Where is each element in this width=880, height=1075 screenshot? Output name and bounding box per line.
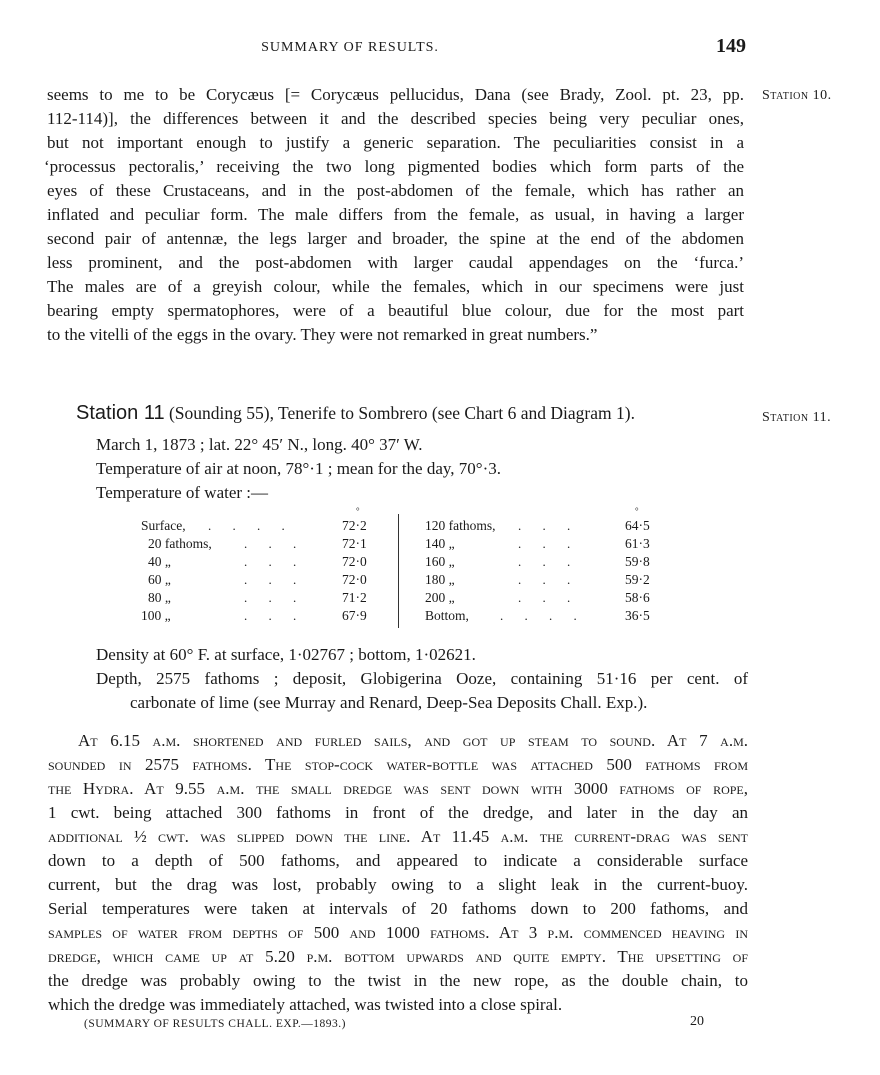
station-details: (Sounding 55), Tenerife to Sombrero (see Chart 6 and Diagram 1). bbox=[168, 403, 635, 423]
paragraph-line: to the vitelli of the eggs in the ovary. They were not remarked in great numbers.” bbox=[47, 325, 598, 344]
density-line: Density at 60° F. at surface, 1·02767 ; bottom, 1·02621. bbox=[96, 645, 476, 664]
paragraph-line: but not important enough to justify a generic separation. The peculiarities consist in a bbox=[47, 133, 744, 152]
paragraph-line: samples of water from depths of 500 and 1000 fathoms. At 3 p.m. commenced heaving in bbox=[48, 923, 748, 942]
paragraph-line: dredge, which came up at 5.20 p.m. bottom upwards and quite empty. The upsetting of bbox=[48, 947, 748, 966]
page-number: 149 bbox=[716, 35, 746, 57]
table-cell-depth: 100 „ bbox=[141, 608, 171, 623]
table-cell-temp: 72·0 bbox=[342, 554, 367, 569]
paragraph-line: less prominent, and the post-abdomen with larger caudal appendages on the ‘furca.’ bbox=[47, 253, 744, 272]
signature-mark: 20 bbox=[690, 1014, 704, 1029]
table-cell-temp: 72·1 bbox=[342, 536, 367, 551]
table-cell-temp: 36·5 bbox=[625, 608, 650, 623]
table-cell-depth: Bottom, bbox=[425, 608, 469, 623]
paragraph-line: 1 cwt. being attached 300 fathoms in front of the dredge, and later in the day an bbox=[48, 803, 748, 822]
table-cell-depth: 80 „ bbox=[148, 590, 171, 605]
table-cell-leader: . . . bbox=[518, 572, 580, 587]
paragraph-line: which the dredge was immediately attached, was twisted into a close spiral. bbox=[48, 995, 563, 1014]
paragraph-line: sounded in 2575 fathoms. The stop-cock water-bottle was attached 500 fathoms from bbox=[48, 755, 748, 774]
table-cell-leader: . . . bbox=[244, 536, 306, 551]
table-cell-temp: 64·5 bbox=[625, 518, 650, 533]
degree-mark-left: ° bbox=[356, 506, 360, 516]
paragraph-line: the Hydra. At 9.55 a.m. the small dredge was sent down with 3000 fathoms of rope, bbox=[48, 779, 748, 798]
paragraph-line: eyes of these Crustaceans, and in the post-abdomen of the female, which has rather an bbox=[47, 181, 744, 200]
table-cell-leader: . . . bbox=[518, 590, 580, 605]
station-heading bbox=[76, 402, 635, 425]
table-cell-temp: 59·8 bbox=[625, 554, 650, 569]
table-cell-depth: Surface, bbox=[141, 518, 186, 533]
running-title: SUMMARY OF RESULTS. bbox=[261, 40, 439, 55]
table-cell-depth: 180 „ bbox=[425, 572, 455, 587]
footer-imprint: (SUMMARY OF RESULTS CHALL. EXP.—1893.) bbox=[84, 1018, 346, 1030]
water-temperature-intro: Temperature of water :— bbox=[96, 483, 269, 502]
depth-line: carbonate of lime (see Murray and Renard, Deep-Sea Deposits Chall. Exp.). bbox=[130, 693, 648, 712]
table-cell-depth: 160 „ bbox=[425, 554, 455, 569]
table-cell-leader: . . . . bbox=[208, 518, 294, 533]
paragraph-line: second pair of antennæ, the legs larger and broader, the spine at the end of the abdomen bbox=[47, 229, 744, 248]
station-label: Station 11 bbox=[76, 402, 165, 424]
table-cell-leader: . . . bbox=[244, 608, 306, 623]
paragraph-line: bearing empty spermatophores, were of a beautiful blue colour, due for the most part bbox=[47, 301, 744, 320]
table-cell-leader: . . . bbox=[518, 518, 580, 533]
table-cell-temp: 67·9 bbox=[342, 608, 367, 623]
paragraph-line: down to a depth of 500 fathoms, and appeared to indicate a considerable surface bbox=[48, 851, 748, 870]
table-cell-leader: . . . . bbox=[500, 608, 586, 623]
air-temperature: Temperature of air at noon, 78°·1 ; mean for the day, 70°·3. bbox=[96, 459, 501, 478]
paragraph-line: current, but the drag was lost, probably owing to a slight leak in the current-buoy. bbox=[48, 875, 748, 894]
table-cell-depth: 20 fathoms, bbox=[148, 536, 212, 551]
paragraph-line: The males are of a greyish colour, while the females, which in our specimens were just bbox=[47, 277, 744, 296]
table-cell-temp: 59·2 bbox=[625, 572, 650, 587]
table-cell-depth: 200 „ bbox=[425, 590, 455, 605]
station-date-position: March 1, 1873 ; lat. 22° 45′ N., long. 40° 37′ W. bbox=[96, 435, 423, 454]
table-cell-depth: 40 „ bbox=[148, 554, 171, 569]
table-cell-temp: 58·6 bbox=[625, 590, 650, 605]
paragraph-line: Serial temperatures were taken at intervals of 20 fathoms down to 200 fathoms, and bbox=[48, 899, 748, 918]
paragraph-line: At 6.15 a.m. shortened and furled sails, and got up steam to sound. At 7 a.m. bbox=[78, 731, 748, 750]
table-cell-depth: 140 „ bbox=[425, 536, 455, 551]
table-column-divider bbox=[398, 514, 399, 628]
table-cell-leader: . . . bbox=[244, 554, 306, 569]
paragraph-line: ‘processus pectoralis,’ receiving the two long pigmented bodies which form parts of the bbox=[44, 157, 744, 176]
table-cell-temp: 72·0 bbox=[342, 572, 367, 587]
paragraph-line: 112-114)], the differences between it and the described species being very peculiar ones, bbox=[47, 109, 744, 128]
table-cell-leader: . . . bbox=[244, 590, 306, 605]
margin-note-station-10: Station 10. bbox=[762, 88, 832, 103]
margin-note-station-11: Station 11. bbox=[762, 410, 832, 425]
depth-line: Depth, 2575 fathoms ; deposit, Globigerina Ooze, containing 51·16 per cent. of bbox=[96, 669, 748, 688]
table-cell-leader: . . . bbox=[518, 536, 580, 551]
paragraph-line: the dredge was probably owing to the twist in the new rope, as the double chain, to bbox=[48, 971, 748, 990]
degree-mark-right: ° bbox=[635, 506, 639, 516]
table-cell-depth: 120 fathoms, bbox=[425, 518, 496, 533]
table-cell-leader: . . . bbox=[518, 554, 580, 569]
paragraph-line: seems to me to be Corycæus [= Corycæus pellucidus, Dana (see Brady, Zool. pt. 23, pp. bbox=[47, 85, 744, 104]
paragraph-line: inflated and peculiar form. The male differs from the female, as usual, in having a larger bbox=[47, 205, 744, 224]
table-cell-depth: 60 „ bbox=[148, 572, 171, 587]
table-cell-temp: 61·3 bbox=[625, 536, 650, 551]
table-cell-temp: 71·2 bbox=[342, 590, 367, 605]
table-cell-temp: 72·2 bbox=[342, 518, 367, 533]
paragraph-line: additional ½ cwt. was slipped down the line. At 11.45 a.m. the current-drag was sent bbox=[48, 827, 748, 846]
table-cell-leader: . . . bbox=[244, 572, 306, 587]
